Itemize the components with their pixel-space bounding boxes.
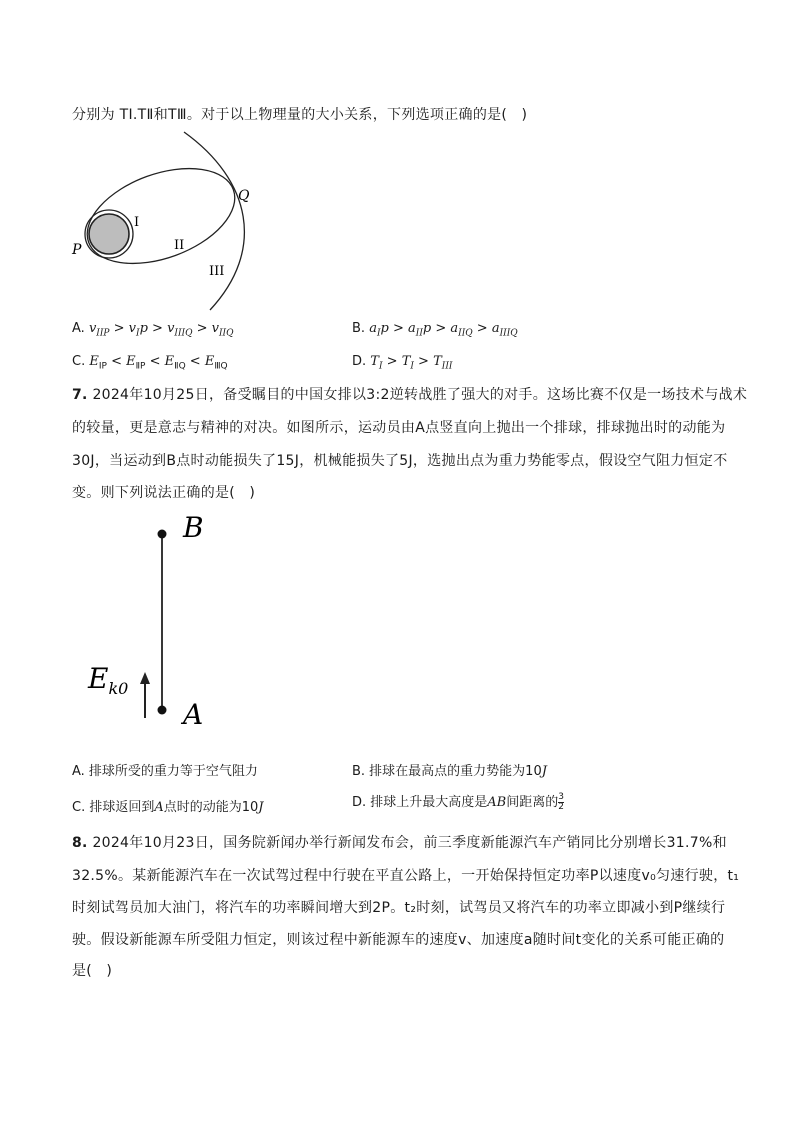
earth-disc [89,214,129,254]
orbit-diagram [66,130,266,312]
point-A [158,706,167,715]
q7-line-2: 的较量，更是意志与精神的对决。如图所示，运动员由A点竖直向上抛出一个排球，排球抛出时的动能为 [72,420,726,436]
q7-option-a[interactable]: A. 排球所受的重力等于空气阻力 [72,764,258,779]
q7-option-d[interactable]: D. 排球上升最大高度是AB间距离的 $\frac{3}{2}$ [352,792,564,812]
q7-number: 7. [72,387,88,403]
q7-line-1 [72,384,747,404]
q6-option-d[interactable]: D. $T_I > T_I > T_{III}$ [352,354,453,372]
q8-line-4: 驶。假设新能源车所受阻力恒定，则该过程中新能源车的速度v、加速度a随时间t变化的关系可能正确的 [72,932,725,948]
q6-option-c[interactable]: C. $E_{ⅠP} < E_{ⅡP} < E_{ⅡQ} < E_{ⅢQ}$ [72,354,228,372]
q8-line-2: 32.5%。某新能源汽车在一次试驾过程中行驶在平直公路上，一开始保持恒定功率P以速度v₀匀速行驶，t₁ [72,868,740,884]
q7-line-4: 变。则下列说法正确的是( ) [72,485,256,501]
label-I: I [134,215,140,230]
label-III: III [209,264,225,279]
label-Q: Q [238,188,250,204]
q8-line-3: 时刻试驾员加大油门，将汽车的功率瞬间增大到2P。t₂时刻，试驾员又将汽车的功率立即减小到P继续行 [72,900,726,916]
q8-line-5: 是( ) [72,963,113,979]
q7-text-1: 2024年10月25日，备受瞩目的中国女排以3:2逆转战胜了强大的对手。这场比赛不仅是一场技术与战术 [92,387,748,403]
label-A: A [183,698,204,731]
label-B: B [183,511,204,544]
label-II: II [174,238,185,253]
q7-option-b[interactable]: B. 排球在最高点的重力势能为10J [352,764,547,779]
q8-number: 8. [72,835,88,851]
label-Ek0: $E_{k0}$ [88,662,129,698]
q6-option-b[interactable]: B. $a_Ip > a_{II}p > a_{IIQ} > a_{IIIQ}$ [352,321,518,339]
orbit-III [184,132,244,310]
q7-option-c[interactable]: C. 排球返回到A点时的动能为10J [72,800,264,815]
point-B [158,530,167,539]
ek0-arrow-head [140,672,150,684]
q7-line-3: 30J，当运动到B点时动能损失了15J，机械能损失了5J，选抛出点为重力势能零点，假设空气阻力恒定不 [72,453,728,469]
q6-intro-line: 分别为 TⅠ.TⅡ和TⅢ。对于以上物理量的大小关系，下列选项正确的是( ) [72,107,528,123]
q8-text-1: 2024年10月23日，国务院新闻办举行新闻发布会，前三季度新能源汽车产销同比分别增长31.7%和 [92,835,727,851]
label-P: P [72,242,82,258]
q6-option-a[interactable]: A. $v_{IIP} > v_Ip > v_{IIIQ} > v_{IIQ}$ [72,321,234,339]
q8-line-1 [72,832,727,852]
throw-diagram [82,504,232,734]
